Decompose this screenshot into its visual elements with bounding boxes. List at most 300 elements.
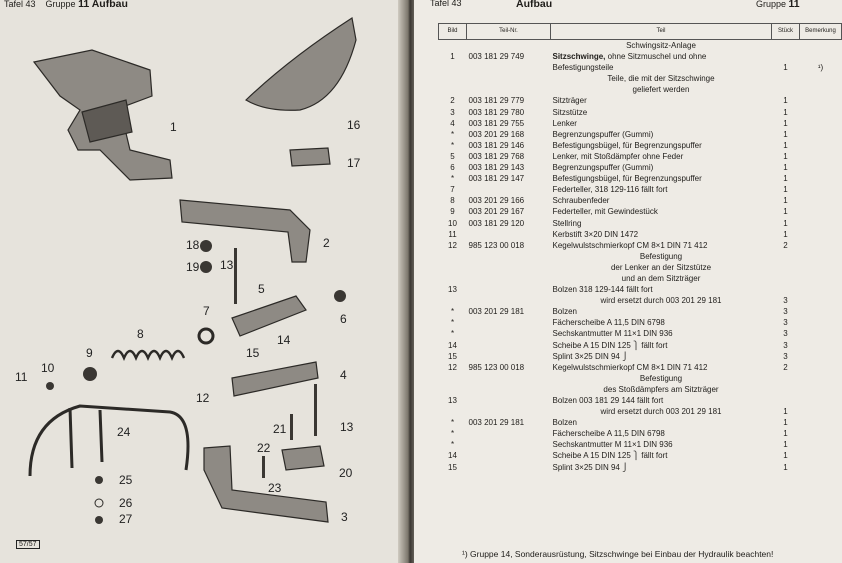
part-25-screw bbox=[95, 476, 103, 484]
cell-teil bbox=[551, 173, 772, 184]
callout-22: 22 bbox=[257, 441, 271, 455]
callout-17: 17 bbox=[347, 156, 361, 170]
col-teil: Teil bbox=[551, 24, 772, 40]
cell-bild bbox=[439, 406, 467, 417]
section-heading: und an dem Sitzträger bbox=[621, 273, 701, 283]
cell-teil bbox=[551, 140, 772, 151]
cell-bild: 5 bbox=[450, 151, 455, 161]
callout-19: 19 bbox=[186, 260, 200, 274]
col-stueck: Stück bbox=[772, 24, 800, 40]
cell-teil bbox=[551, 417, 772, 428]
cell-teil bbox=[551, 162, 772, 173]
cell-teil-text: Sitzträger bbox=[552, 96, 587, 106]
cell-teil-text: Kerbstift 3×20 DIN 1472 bbox=[552, 229, 639, 239]
section-heading-row bbox=[439, 251, 842, 262]
cell-teil-nr bbox=[467, 328, 551, 339]
cell-bemerkung bbox=[800, 362, 842, 373]
cell-teil-nr bbox=[467, 462, 551, 473]
col-teil-nr: Teil-Nr. bbox=[467, 24, 551, 40]
callout-18: 18 bbox=[186, 238, 200, 252]
table-row bbox=[439, 462, 842, 473]
cell-teil-text: Scheibe A 15 DIN 125 ⎫ fällt fort bbox=[552, 451, 668, 461]
cell-teil bbox=[551, 284, 772, 295]
cell-bemerkung bbox=[800, 107, 842, 118]
part-17-plate bbox=[290, 148, 330, 166]
cell-teil bbox=[551, 328, 772, 339]
cell-bild: 2 bbox=[450, 96, 455, 106]
cell-bild: 3 bbox=[450, 107, 455, 117]
cell-teil-nr bbox=[467, 428, 551, 439]
cell-teil bbox=[551, 462, 772, 473]
cell-bild: 11 bbox=[448, 229, 457, 239]
cell-teil-text: Kegelwulstschmierkopf CM 8×1 DIN 71 412 bbox=[552, 362, 708, 372]
cell-bild: 14 bbox=[448, 451, 457, 461]
part-19-nut bbox=[200, 261, 212, 273]
gruppe-label: Gruppe bbox=[45, 0, 76, 9]
cell-bild: 6 bbox=[450, 163, 455, 173]
table-row bbox=[439, 173, 842, 184]
left-page-illustration bbox=[0, 0, 404, 563]
cell-bild: * bbox=[450, 418, 455, 428]
cell-teil bbox=[551, 240, 772, 251]
cell-teil-nr bbox=[467, 317, 551, 328]
part-18-nut bbox=[200, 240, 212, 252]
table-row bbox=[439, 62, 842, 73]
cell-stueck: 3 bbox=[783, 351, 788, 361]
part-6-buffer bbox=[334, 290, 346, 302]
table-row bbox=[439, 229, 842, 240]
section-heading: des Stoßdämpfers am Sitzträger bbox=[603, 384, 719, 394]
section-heading-row bbox=[439, 84, 842, 95]
table-row bbox=[439, 162, 842, 173]
callout-7: 7 bbox=[203, 304, 210, 318]
cell-bild: 10 bbox=[448, 218, 457, 228]
cell-teil-nr: 003 181 29 755 bbox=[468, 118, 525, 128]
cell-teil-text: Sechskantmutter M 11×1 DIN 936 bbox=[552, 329, 673, 339]
section-heading-row bbox=[439, 40, 842, 52]
cell-teil-nr: 985 123 00 018 bbox=[468, 240, 525, 250]
cell-bild: 15 bbox=[448, 351, 457, 361]
cell-bemerkung: ¹) bbox=[817, 63, 824, 73]
cell-bemerkung bbox=[800, 395, 842, 406]
cell-teil-text: wird ersetzt durch 003 201 29 181 bbox=[600, 407, 722, 417]
table-row bbox=[439, 317, 842, 328]
table-row bbox=[439, 362, 842, 373]
cell-bild: * bbox=[450, 429, 455, 439]
cell-bild: * bbox=[450, 318, 455, 328]
cell-teil-text: wird ersetzt durch 003 201 29 181 bbox=[600, 296, 722, 306]
right-page-title: Aufbau bbox=[516, 0, 553, 10]
cell-teil-nr: 003 181 29 120 bbox=[468, 218, 525, 228]
part-21-bolt bbox=[290, 414, 293, 440]
table-row bbox=[439, 140, 842, 151]
part-24-frame bbox=[30, 406, 188, 476]
cell-teil bbox=[551, 206, 772, 217]
cell-bemerkung bbox=[800, 129, 842, 140]
cell-stueck bbox=[772, 284, 800, 295]
cell-bemerkung bbox=[800, 317, 842, 328]
cell-bemerkung bbox=[800, 206, 842, 217]
callout-13: 13 bbox=[220, 258, 234, 272]
cell-teil-text: Sitzstütze bbox=[552, 107, 588, 117]
cell-teil-nr bbox=[467, 395, 551, 406]
cell-bemerkung bbox=[800, 462, 842, 473]
table-row bbox=[439, 351, 842, 362]
cell-bild: * bbox=[450, 140, 455, 150]
cell-bild: 1 bbox=[450, 52, 455, 62]
cell-teil-nr bbox=[467, 351, 551, 362]
cell-stueck: 1 bbox=[783, 407, 788, 417]
table-row bbox=[439, 218, 842, 229]
callout-6: 6 bbox=[340, 312, 347, 326]
cell-teil-nr bbox=[467, 184, 551, 195]
cell-teil bbox=[551, 317, 772, 328]
cell-teil-nr: 003 181 29 749 bbox=[468, 52, 525, 62]
cell-teil-text: Sechskantmutter M 11×1 DIN 936 bbox=[552, 440, 673, 450]
cell-teil bbox=[551, 406, 772, 417]
callout-14: 14 bbox=[277, 333, 291, 347]
cell-bild: 7 bbox=[450, 185, 455, 195]
section-heading: Befestigung bbox=[639, 373, 683, 383]
cell-teil bbox=[551, 340, 772, 351]
table-row bbox=[439, 340, 842, 351]
cell-teil-text: Federteller, 318 129-116 fällt fort bbox=[552, 185, 668, 195]
cell-teil bbox=[551, 351, 772, 362]
section-heading-row bbox=[439, 384, 842, 395]
cell-teil-nr: 003 181 29 143 bbox=[468, 163, 525, 173]
cell-bemerkung bbox=[800, 450, 842, 461]
cell-stueck: 1 bbox=[783, 174, 788, 184]
section-heading-row bbox=[439, 373, 842, 384]
plate-id: 57/57 bbox=[16, 540, 40, 549]
callout-24: 24 bbox=[117, 425, 131, 439]
cell-teil-nr bbox=[467, 62, 551, 73]
callout-20: 20 bbox=[339, 466, 353, 480]
callout-27: 27 bbox=[119, 512, 133, 526]
table-row bbox=[439, 417, 842, 428]
cell-teil-nr: 003 181 29 147 bbox=[468, 174, 525, 184]
cell-teil-text: Fächerscheibe A 11,5 DIN 6798 bbox=[552, 429, 665, 439]
cell-teil-text: Befestigungsbügel, für Begrenzungspuffer bbox=[552, 174, 702, 184]
cell-teil-nr: 003 201 29 167 bbox=[468, 207, 525, 217]
cell-teil-nr: 003 181 29 780 bbox=[468, 107, 525, 117]
cell-stueck: 2 bbox=[783, 362, 788, 372]
part-20-bracket bbox=[282, 446, 324, 470]
cell-bild: 9 bbox=[450, 207, 455, 217]
part-10-collar bbox=[46, 382, 54, 390]
cell-bemerkung bbox=[800, 51, 842, 62]
table-row bbox=[439, 395, 842, 406]
cell-stueck: 1 bbox=[783, 451, 788, 461]
callout-15: 15 bbox=[246, 346, 260, 360]
cell-bemerkung bbox=[800, 173, 842, 184]
part-9-spring-plate bbox=[83, 367, 97, 381]
callout-4: 4 bbox=[340, 368, 347, 382]
cell-teil-text: Splint 3×25 DIN 94 ⎭ bbox=[552, 462, 629, 472]
callout-16: 16 bbox=[347, 118, 361, 132]
cell-bemerkung bbox=[800, 240, 842, 251]
table-row bbox=[439, 195, 842, 206]
cell-bild bbox=[439, 62, 467, 73]
cell-bild: * bbox=[450, 307, 455, 317]
part-16-seat-shell bbox=[246, 18, 356, 110]
cell-bild: 14 bbox=[448, 340, 457, 350]
callout-8: 8 bbox=[137, 327, 144, 341]
cell-bild: 15 bbox=[448, 462, 457, 472]
cell-stueck: 3 bbox=[783, 307, 788, 317]
table-row bbox=[439, 450, 842, 461]
cell-stueck: 1 bbox=[783, 163, 788, 173]
cell-teil-nr: 003 181 29 779 bbox=[468, 96, 525, 106]
cell-stueck: 1 bbox=[783, 429, 788, 439]
cell-bild: 13 bbox=[448, 285, 457, 295]
cell-bemerkung bbox=[800, 151, 842, 162]
cell-teil-text: Federteller, mit Gewindestück bbox=[552, 207, 658, 217]
table-row bbox=[439, 406, 842, 417]
right-page-gruppe: Gruppe 11 bbox=[756, 0, 800, 10]
cell-teil bbox=[551, 362, 772, 373]
callout-5: 5 bbox=[258, 282, 265, 296]
table-row bbox=[439, 240, 842, 251]
cell-teil bbox=[551, 450, 772, 461]
cell-teil-nr: 003 201 29 168 bbox=[468, 129, 525, 139]
cell-teil-text: ohne Sitzmuschel und ohne bbox=[605, 52, 707, 62]
part-8-spring bbox=[112, 351, 184, 358]
cell-teil-text: Befestigungsteile bbox=[552, 63, 614, 73]
section-heading: Befestigung bbox=[639, 251, 683, 261]
cell-bemerkung bbox=[800, 306, 842, 317]
cell-teil-text: Begrenzungspuffer (Gummi) bbox=[552, 163, 654, 173]
callout-2: 2 bbox=[323, 236, 330, 250]
cell-stueck: 3 bbox=[783, 329, 788, 339]
cell-teil bbox=[551, 129, 772, 140]
cell-teil bbox=[551, 395, 772, 406]
cell-bild: * bbox=[450, 129, 455, 139]
cell-bild bbox=[439, 295, 467, 306]
cell-teil-text: Lenker bbox=[552, 118, 577, 128]
cell-teil-text: Bolzen 318 129-144 fällt fort bbox=[552, 285, 653, 295]
part-4-link bbox=[232, 362, 318, 396]
cell-stueck: 1 bbox=[783, 107, 788, 117]
cell-stueck: 1 bbox=[783, 418, 788, 428]
cell-teil bbox=[551, 306, 772, 317]
cell-bild: * bbox=[450, 174, 455, 184]
right-page-parts-list bbox=[414, 0, 842, 563]
part-5-link bbox=[232, 296, 306, 336]
cell-bild: 12 bbox=[448, 362, 457, 372]
cell-teil-text: Splint 3×25 DIN 94 ⎭ bbox=[552, 351, 629, 361]
table-row bbox=[439, 51, 842, 62]
table-row bbox=[439, 206, 842, 217]
callout-23: 23 bbox=[268, 481, 282, 495]
callout-25: 25 bbox=[119, 473, 133, 487]
section-heading: der Lenker an der Sitzstütze bbox=[610, 262, 712, 272]
callout-12: 12 bbox=[196, 391, 210, 405]
cell-teil bbox=[551, 107, 772, 118]
cell-teil-text: Bolzen bbox=[552, 418, 577, 428]
cell-bemerkung bbox=[800, 140, 842, 151]
cell-bemerkung bbox=[800, 95, 842, 106]
section-heading-row bbox=[439, 273, 842, 284]
cell-stueck: 1 bbox=[783, 140, 788, 150]
cell-stueck: 3 bbox=[783, 318, 788, 328]
cell-teil-text: Kegelwulstschmierkopf CM 8×1 DIN 71 412 bbox=[552, 240, 708, 250]
cell-bemerkung bbox=[800, 328, 842, 339]
cell-bemerkung bbox=[800, 295, 842, 306]
cell-stueck: 1 bbox=[783, 218, 788, 228]
cell-stueck: 1 bbox=[783, 118, 788, 128]
cell-teil bbox=[551, 118, 772, 129]
parts-table-body bbox=[439, 40, 842, 473]
table-row bbox=[439, 184, 842, 195]
cell-teil-text: Bolzen 003 181 29 144 fällt fort bbox=[552, 396, 664, 405]
cell-teil bbox=[551, 439, 772, 450]
cell-teil-nr bbox=[467, 439, 551, 450]
callout-1: 1 bbox=[170, 120, 177, 134]
part-22-bolt bbox=[262, 456, 265, 478]
cell-bemerkung bbox=[800, 195, 842, 206]
table-row bbox=[439, 306, 842, 317]
callout-10: 10 bbox=[41, 361, 55, 375]
cell-bemerkung bbox=[800, 428, 842, 439]
cell-stueck: 1 bbox=[783, 129, 788, 139]
gruppe-number: 11 bbox=[78, 0, 90, 10]
table-row bbox=[439, 151, 842, 162]
cell-bild: 4 bbox=[450, 118, 455, 128]
table-row bbox=[439, 107, 842, 118]
table-row bbox=[439, 328, 842, 339]
cell-teil-nr bbox=[467, 340, 551, 351]
part-13-bolt bbox=[234, 248, 237, 304]
cell-teil bbox=[551, 95, 772, 106]
cell-bemerkung bbox=[800, 406, 842, 417]
cell-teil-nr bbox=[467, 229, 551, 240]
cell-teil-nr: 003 181 29 146 bbox=[468, 140, 525, 150]
table-row bbox=[439, 439, 842, 450]
right-page-tafel: Tafel 43 bbox=[430, 0, 462, 8]
table-row bbox=[439, 428, 842, 439]
cell-stueck: 1 bbox=[783, 207, 788, 217]
callout-13-lower: 13 bbox=[340, 420, 354, 434]
cell-teil-nr: 003 181 29 768 bbox=[468, 151, 525, 161]
cell-teil-text: Fächerscheibe A 11,5 DIN 6798 bbox=[552, 318, 665, 328]
cell-teil bbox=[551, 218, 772, 229]
cell-teil bbox=[551, 184, 772, 195]
cell-bild: 13 bbox=[448, 396, 457, 405]
cell-teil bbox=[551, 195, 772, 206]
cell-bemerkung bbox=[800, 184, 842, 195]
cell-stueck: 3 bbox=[783, 296, 788, 306]
cell-bemerkung bbox=[800, 439, 842, 450]
col-bild: Bild bbox=[439, 24, 467, 40]
cell-bemerkung bbox=[800, 218, 842, 229]
col-bemerkung: Bemerkung bbox=[800, 24, 842, 40]
cell-teil-text: Lenker, mit Stoßdämpfer ohne Feder bbox=[552, 151, 684, 161]
table-row bbox=[439, 129, 842, 140]
cell-teil-text: Bolzen bbox=[552, 307, 577, 317]
parts-table bbox=[438, 23, 842, 473]
cell-bemerkung bbox=[800, 118, 842, 129]
cell-teil bbox=[551, 295, 772, 306]
cell-teil-nr bbox=[467, 295, 551, 306]
part-7-washer bbox=[199, 329, 213, 343]
cell-stueck bbox=[772, 395, 800, 406]
cell-teil-nr: 003 201 29 181 bbox=[468, 418, 525, 428]
cell-teil-nr bbox=[467, 406, 551, 417]
cell-stueck: 1 bbox=[783, 185, 788, 195]
callout-9: 9 bbox=[86, 346, 93, 360]
cell-bemerkung bbox=[800, 162, 842, 173]
section-title: Aufbau bbox=[91, 0, 128, 10]
cell-teil-nr bbox=[467, 284, 551, 295]
cell-teil-text: Schraubenfeder bbox=[552, 196, 610, 206]
table-row bbox=[439, 295, 842, 306]
cell-teil-bold: Sitzschwinge, bbox=[552, 52, 606, 62]
cell-stueck: 1 bbox=[783, 462, 788, 472]
section-heading: geliefert werden bbox=[632, 85, 690, 95]
cell-stueck: 1 bbox=[783, 196, 788, 206]
section-heading: Schwingsitz-Anlage bbox=[626, 41, 696, 50]
table-row bbox=[439, 118, 842, 129]
cell-teil-text: Begrenzungspuffer (Gummi) bbox=[552, 129, 654, 139]
section-heading-row bbox=[439, 262, 842, 273]
cell-stueck: 2 bbox=[783, 240, 788, 250]
callout-26: 26 bbox=[119, 496, 133, 510]
part-26-washer bbox=[95, 499, 103, 507]
table-header-row bbox=[439, 24, 842, 40]
callout-21: 21 bbox=[273, 422, 287, 436]
cell-stueck: 1 bbox=[783, 63, 788, 73]
cell-teil-nr: 985 123 00 018 bbox=[468, 362, 525, 372]
part-13-bolt-lower bbox=[314, 384, 317, 436]
cell-teil-nr: 003 201 29 181 bbox=[468, 307, 525, 317]
cell-stueck: 1 bbox=[783, 96, 788, 106]
cell-stueck: 3 bbox=[783, 340, 788, 350]
cell-stueck: 1 bbox=[783, 151, 788, 161]
cell-bild: * bbox=[450, 329, 455, 339]
tafel-label: Tafel 43 bbox=[4, 0, 36, 9]
cell-teil bbox=[551, 229, 772, 240]
cell-teil-nr: 003 201 29 166 bbox=[468, 196, 525, 206]
cell-bemerkung bbox=[800, 351, 842, 362]
cell-stueck: 1 bbox=[783, 440, 788, 450]
cell-bemerkung bbox=[800, 284, 842, 295]
footnote: ¹) Gruppe 14, Sonderausrüstung, Sitzschwinge bei Einbau der Hydraulik beachten! bbox=[462, 549, 774, 559]
table-row bbox=[439, 284, 842, 295]
cell-stueck bbox=[772, 51, 800, 62]
section-heading-row bbox=[439, 73, 842, 84]
part-27-nut bbox=[95, 516, 103, 524]
section-heading: Teile, die mit der Sitzschwinge bbox=[607, 74, 715, 84]
cell-teil bbox=[551, 428, 772, 439]
cell-bemerkung bbox=[800, 229, 842, 240]
cell-bemerkung bbox=[800, 417, 842, 428]
cell-teil bbox=[551, 151, 772, 162]
cell-bild: * bbox=[450, 440, 455, 450]
cell-teil-nr bbox=[467, 450, 551, 461]
cell-stueck: 1 bbox=[783, 229, 788, 239]
cell-teil-text: Scheibe A 15 DIN 125 ⎫ fällt fort bbox=[552, 340, 668, 350]
cell-teil-text: Stellring bbox=[552, 218, 582, 228]
cell-bemerkung bbox=[800, 340, 842, 351]
callout-11: 11 bbox=[15, 370, 28, 384]
cell-teil bbox=[551, 51, 772, 62]
part-2-seat-carrier bbox=[180, 200, 310, 262]
cell-teil-text: Befestigungsbügel, für Begrenzungspuffer bbox=[552, 140, 702, 150]
callout-3: 3 bbox=[341, 510, 348, 524]
table-row bbox=[439, 95, 842, 106]
cell-teil bbox=[551, 62, 772, 73]
